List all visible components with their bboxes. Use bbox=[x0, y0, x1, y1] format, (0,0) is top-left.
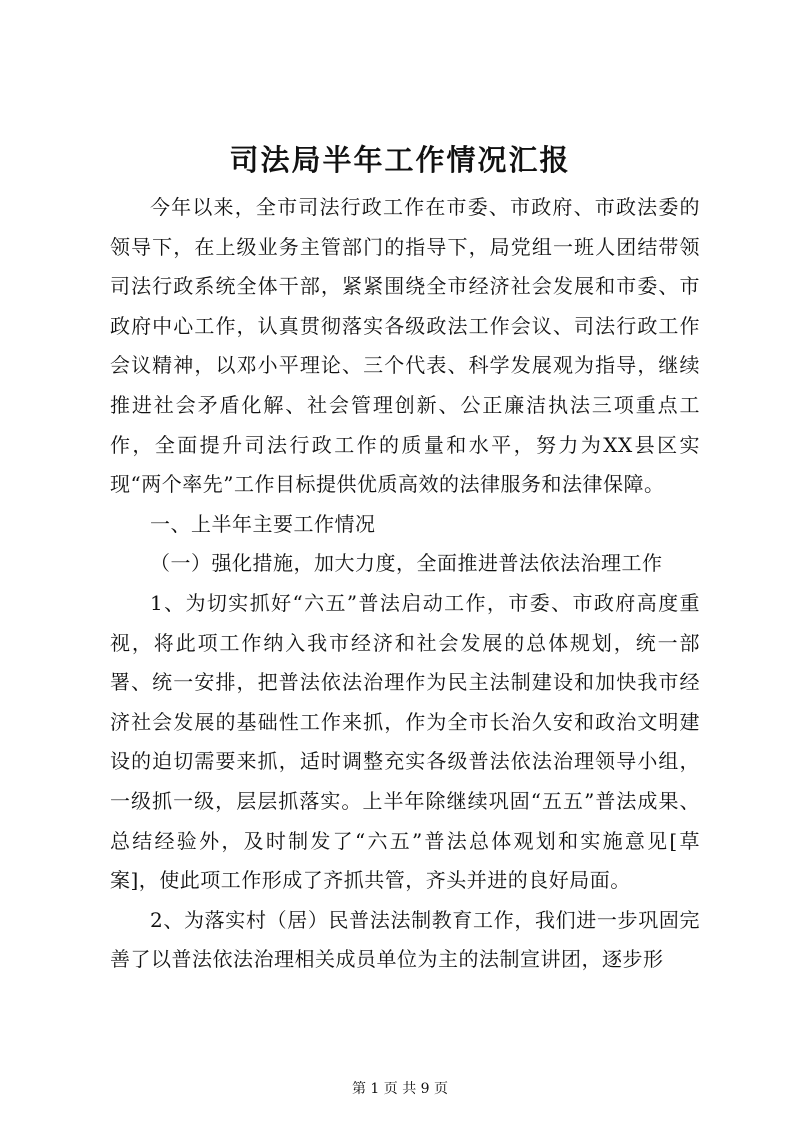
page-number-footer: 第 1 页 共 9 页 bbox=[351, 1081, 449, 1097]
subsection-heading: （一）强化措施，加大力度，全面推进普法依法治理工作 bbox=[150, 551, 663, 576]
intro-paragraph: 今年以来，全市司法行政工作在市委、市政府、市政法委的领导下，在上级业务主管部门的指导下，局党组一班人团结带领司法行政系统全体干部，紧紧围绕全市经济社会发展和市委、市政府中心工作，认真贯彻落实各级政法工作会议、司法行政工作会议精神，以邓小平理论、三个代表、科学发展观为指导，继续推进社会矛盾化解、社会管理创新、公正廉洁执法三项重点工作，全面提升司法行政工作的质量和水平，努力为XX县区实现“两个率先”工作目标提供优质高效的法律服务和法律保障。 bbox=[110, 195, 700, 497]
document-title: 司法局半年工作情况汇报 bbox=[229, 143, 571, 177]
body-paragraph-2: 2、为落实村（居）民普法法制教育工作，我们进一步巩固完善了以普法依法治理相关成员单位为主的法制宣讲团，逐步形 bbox=[110, 907, 700, 972]
body-paragraph-1: 1、为切实抓好“六五”普法启动工作，市委、市政府高度重视，将此项工作纳入我市经济和社会发展的总体规划，统一部署、统一安排，把普法依法治理作为民主法制建设和加快我市经济社会发展的基础性工作来抓，作为全市长治久安和政治文明建设的迫切需要来抓，适时调整充实各级普法依法治理领导小组，一级抓一级，层层抓落实。上半年除继续巩固“五五”普法成果、总结经验外，及时制发了“六五”普法总体观划和实施意见[草案]，使此项工作形成了齐抓共管，齐头并进的良好局面。 bbox=[110, 590, 700, 893]
document-body bbox=[110, 188, 700, 980]
section-heading: 一、上半年主要工作情况 bbox=[150, 511, 376, 536]
